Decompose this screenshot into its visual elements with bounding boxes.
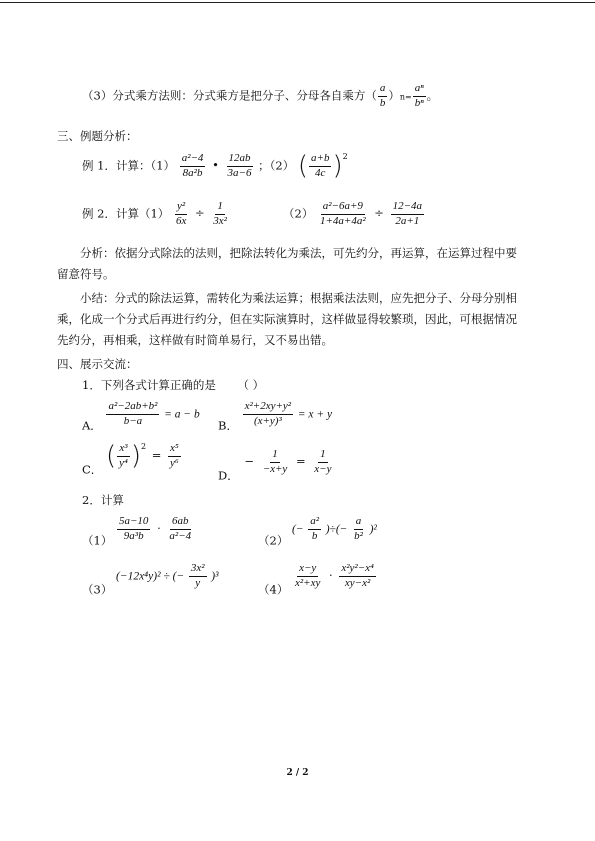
ex2-label: 例 2．计算（1） — [82, 206, 170, 221]
frac-den: b — [311, 529, 318, 542]
ex1-power: ( $\frac{a+b}{4c}$ ) 2 — [297, 151, 348, 182]
q2-p1-frac1 — [117, 515, 150, 544]
ex1-label: 例 1．计算：（1） — [82, 158, 176, 173]
q1-option-b — [218, 400, 332, 433]
ex2-div: ÷ — [195, 206, 205, 221]
frac-num: x⁵ — [168, 442, 181, 457]
frac-den: xy−x² — [344, 576, 371, 589]
dot: · — [157, 521, 161, 536]
exponent: 2 — [342, 152, 348, 161]
option-label: B． — [218, 418, 238, 433]
frac-num: y² — [175, 200, 187, 215]
part-label: （1） — [82, 533, 113, 548]
top-rule — [0, 2, 595, 3]
option-label: D． — [218, 468, 239, 483]
ex2-frac4 — [391, 200, 424, 229]
frac-den: b — [379, 96, 386, 109]
expression: (−12x⁴y)² ÷ (− — [115, 570, 185, 583]
q2-title: 2．计算 — [82, 493, 124, 507]
frac-num: x−y — [297, 562, 318, 577]
q2-part4 — [258, 562, 377, 597]
minus-sign: − — [244, 454, 255, 469]
option-c-result — [168, 442, 181, 471]
frac-num: x²+2xy+y² — [243, 400, 293, 415]
equals: = — [151, 448, 162, 463]
ex1-dot: • — [212, 158, 219, 173]
rule3-text: （3）分式乘方法则：分式乘方是把分子、分母各自乘方（ — [82, 88, 377, 103]
frac-den: 2a+1 — [395, 214, 420, 227]
option-b-frac — [243, 400, 293, 429]
dot: · — [329, 568, 333, 583]
rule3-line — [82, 82, 438, 111]
q2-p4-frac2 — [339, 562, 376, 591]
analysis-paragraph: 分析：依据分式除法的法则，把除法转化为乘法，可先约分，再运算，在运算过程中要留意符号。 — [57, 246, 517, 281]
q2-part2 — [258, 515, 377, 548]
equals: = — [295, 454, 306, 469]
ex1-frac1 — [180, 152, 206, 181]
option-c-power: ( $\frac{\text{x³}}{\text{y⁴}}$ ) 2 — [105, 441, 147, 472]
frac-num: 1 — [215, 200, 225, 215]
operator: )÷(− — [325, 523, 348, 536]
ex2-frac2 — [211, 200, 229, 229]
frac-den: 4c — [315, 166, 326, 179]
page-number: 2 / 2 — [286, 768, 309, 778]
option-label: A． — [82, 418, 102, 433]
frac-den: x−y — [314, 462, 332, 475]
q2-part3 — [82, 562, 219, 597]
frac-num: 12ab — [227, 152, 253, 167]
option-a-rhs: = a − b — [164, 408, 200, 421]
rule3-frac — [378, 82, 388, 111]
part-label: （4） — [258, 582, 289, 597]
part-label: （3） — [82, 582, 113, 597]
frac-num: a — [378, 82, 388, 97]
ex1-sep: ；（2） — [258, 158, 295, 173]
frac-den: 3x² — [213, 214, 227, 227]
option-label: C． — [82, 462, 103, 477]
frac-den: (x+y)³ — [253, 414, 282, 427]
frac-num: aⁿ — [413, 82, 426, 97]
frac-den: a²−4 — [169, 529, 192, 542]
paren: )² — [369, 523, 377, 536]
frac-num: 1 — [270, 448, 280, 463]
frac-num: 1 — [318, 448, 328, 463]
q1-option-c — [82, 442, 182, 477]
ex2-frac1 — [174, 200, 188, 229]
paren: (− — [291, 523, 304, 536]
frac-den: −x+y — [262, 462, 288, 475]
q2-p4-frac1 — [293, 562, 322, 591]
frac-num: x²y²−x⁴ — [339, 562, 376, 577]
frac-num: a²−2ab+b² — [106, 400, 159, 415]
frac-num: a² — [308, 515, 321, 530]
example2 — [82, 200, 230, 229]
frac-den: b² — [354, 529, 363, 542]
frac-den: 3a−6 — [227, 166, 252, 179]
q2-p2-frac2 — [352, 515, 365, 544]
example2-part2 — [283, 200, 425, 229]
option-d-left — [261, 448, 290, 477]
summary-paragraph: 小结：分式的除法运算，需转化为乘法运算；根据乘法法则，应先把分子、分母分别相乘，化成一个分式后再进行约分，但在实际演算时，这样做显得较繁琐，因此，可根据情况先约分，再相乘，这样做有时简单易行，又不易出错。 — [57, 291, 517, 347]
frac-num: a+b — [309, 152, 331, 167]
rule3-result — [413, 82, 426, 111]
frac-num: a²−4 — [180, 152, 206, 167]
q2-p2-frac1 — [308, 515, 321, 544]
expression: )³ — [211, 570, 219, 583]
frac-num: 12−4a — [391, 200, 424, 215]
frac-den: 8a²b — [182, 166, 203, 179]
q2-part1 — [82, 515, 194, 548]
frac-den: y⁴ — [119, 456, 128, 469]
frac-num: a — [354, 515, 364, 530]
frac-num: a²−6a+9 — [321, 200, 365, 215]
frac-num: 3x² — [189, 562, 207, 577]
ex2-div2: ÷ — [374, 206, 384, 221]
ex2-label2: （2） — [283, 206, 314, 221]
frac-den: y⁶ — [170, 456, 179, 469]
rule3-end: 。 — [426, 88, 439, 103]
ex1-frac2 — [226, 152, 254, 181]
q1-option-a — [82, 400, 200, 433]
frac-den: x²+xy — [294, 576, 321, 589]
option-d-right — [312, 448, 333, 477]
answer-bracket: （ ） — [237, 378, 265, 392]
frac-den: b−a — [123, 414, 143, 427]
q1-title — [82, 377, 264, 393]
option-b-rhs: = x + y — [297, 408, 333, 421]
frac-num: 5a−10 — [117, 515, 150, 530]
example1 — [82, 152, 348, 181]
ex2-frac3 — [318, 200, 368, 229]
q1-option-d — [218, 448, 334, 483]
frac-num: x³ — [117, 442, 129, 457]
frac-den: bⁿ — [414, 96, 424, 109]
rule3-close: ） — [388, 88, 400, 103]
part-label: （2） — [258, 533, 289, 548]
frac-den: 6x — [175, 214, 187, 227]
exponent: 2 — [141, 442, 147, 451]
option-a-frac — [106, 400, 159, 429]
frac-den: y — [195, 576, 201, 589]
frac-num: 6ab — [170, 515, 191, 530]
q1-title-text: 1．下列各式计算正确的是 — [82, 378, 216, 392]
q2-p3-frac — [189, 562, 207, 591]
frac-den: 9a³b — [123, 529, 144, 542]
frac-den: 1+4a+4a² — [319, 214, 366, 227]
rule3-eq: n= — [399, 92, 412, 102]
section3-heading: 三、例题分析： — [57, 129, 138, 143]
q2-p1-frac2 — [167, 515, 193, 544]
section4-heading: 四、展示交流： — [57, 357, 138, 371]
